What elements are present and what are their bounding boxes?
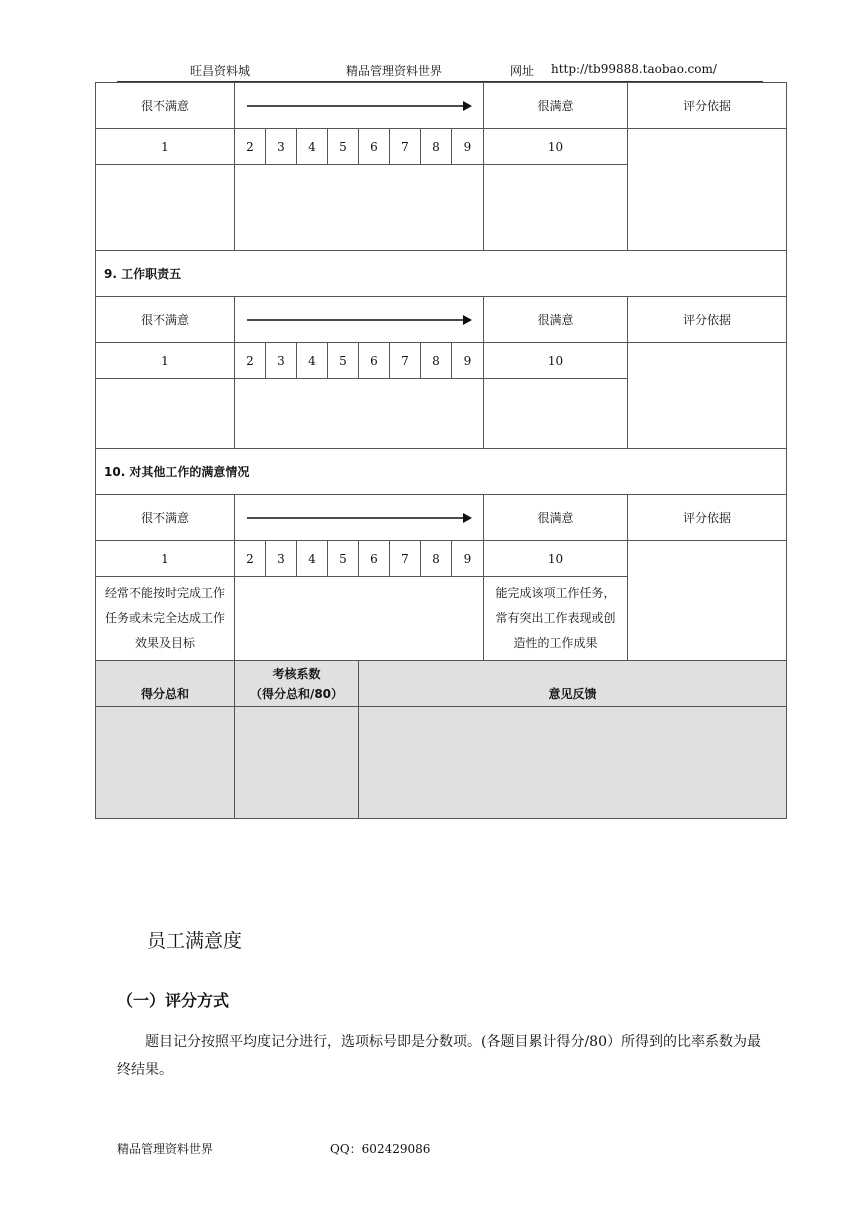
page-header (0, 62, 868, 80)
score-cell[interactable]: 10 (484, 129, 628, 165)
score-cell[interactable]: 6 (359, 129, 390, 165)
score-cell[interactable]: 9 (452, 541, 484, 577)
score-cell[interactable]: 5 (328, 129, 359, 165)
scale-basis-label: 评分依据 (628, 297, 787, 343)
score-cell[interactable]: 2 (235, 343, 266, 379)
total-score-input[interactable] (96, 707, 235, 819)
scale-arrow-icon (235, 83, 484, 129)
scale-basis-label: 评分依据 (628, 495, 787, 541)
score-cell[interactable]: 7 (390, 343, 421, 379)
score-cell[interactable]: 10 (484, 343, 628, 379)
subsection-heading: （一）评分方式 (117, 991, 230, 1010)
scale-basis-label: 评分依据 (628, 83, 787, 129)
score-cell[interactable]: 8 (421, 541, 452, 577)
score-cell[interactable]: 4 (297, 343, 328, 379)
header-url-label: 网址 (510, 64, 535, 78)
section-heading: 员工满意度 (147, 930, 243, 952)
score-cell[interactable]: 1 (96, 541, 235, 577)
mid-desc-cell (235, 577, 484, 661)
feedback-header: 意见反馈 (359, 661, 787, 707)
score-cell[interactable]: 9 (452, 129, 484, 165)
scale-low-label: 很不满意 (96, 297, 235, 343)
footer-left: 精品管理资料世界 (117, 1142, 214, 1156)
score-cell[interactable]: 10 (484, 541, 628, 577)
score-cell[interactable]: 3 (266, 343, 297, 379)
basis-input-cell[interactable] (628, 541, 787, 661)
coefficient-input[interactable] (235, 707, 359, 819)
rating-table (95, 82, 787, 819)
low-desc-cell (96, 379, 235, 449)
score-cell[interactable]: 3 (266, 541, 297, 577)
score-cell[interactable]: 9 (452, 343, 484, 379)
score-cell[interactable]: 1 (96, 343, 235, 379)
score-cell[interactable]: 8 (421, 129, 452, 165)
score-cell[interactable]: 2 (235, 541, 266, 577)
footer-qq: QQ：602429086 (330, 1142, 431, 1156)
high-desc-cell (484, 165, 628, 251)
feedback-input[interactable] (359, 707, 787, 819)
score-cell[interactable]: 5 (328, 343, 359, 379)
high-desc-cell: 能完成该项工作任务，常有突出工作表现或创造性的工作成果 (484, 577, 628, 661)
section-title: 9. 工作职责五 (96, 251, 787, 297)
score-cell[interactable]: 6 (359, 541, 390, 577)
scale-high-label: 很满意 (484, 297, 628, 343)
score-cell[interactable]: 2 (235, 129, 266, 165)
score-cell[interactable]: 7 (390, 541, 421, 577)
score-cell[interactable]: 7 (390, 129, 421, 165)
header-url: http://tb99888.taobao.com/ (551, 62, 717, 76)
score-cell[interactable]: 1 (96, 129, 235, 165)
scale-high-label: 很满意 (484, 83, 628, 129)
section-title: 10. 对其他工作的满意情况 (96, 449, 787, 495)
coefficient-header (235, 661, 359, 707)
high-desc-cell (484, 379, 628, 449)
mid-desc-cell (235, 165, 484, 251)
total-score-header: 得分总和 (96, 661, 235, 707)
score-cell[interactable]: 6 (359, 343, 390, 379)
header-middle: 精品管理资料世界 (346, 64, 443, 78)
low-desc-cell: 经常不能按时完成工作任务或未完全达成工作效果及目标 (96, 577, 235, 661)
score-cell[interactable]: 4 (297, 541, 328, 577)
body-paragraph: 题目记分按照平均度记分进行，选项标号即是分数项。(各题目累计得分/80）所得到的比率系数为最终结果。 (117, 1034, 761, 1078)
score-cell[interactable]: 4 (297, 129, 328, 165)
score-cell[interactable]: 8 (421, 343, 452, 379)
coefficient-label: 考核系数 (272, 666, 321, 681)
coefficient-formula: （得分总和/80） (249, 686, 344, 701)
low-desc-cell (96, 165, 235, 251)
basis-input-cell[interactable] (628, 343, 787, 449)
scale-high-label: 很满意 (484, 495, 628, 541)
score-cell[interactable]: 5 (328, 541, 359, 577)
score-cell[interactable]: 3 (266, 129, 297, 165)
basis-input-cell[interactable] (628, 129, 787, 251)
header-left: 旺昌资料城 (190, 64, 251, 78)
mid-desc-cell (235, 379, 484, 449)
scale-low-label: 很不满意 (96, 495, 235, 541)
scale-low-label: 很不满意 (96, 83, 235, 129)
scale-arrow-icon (235, 495, 484, 541)
scale-arrow-icon (235, 297, 484, 343)
